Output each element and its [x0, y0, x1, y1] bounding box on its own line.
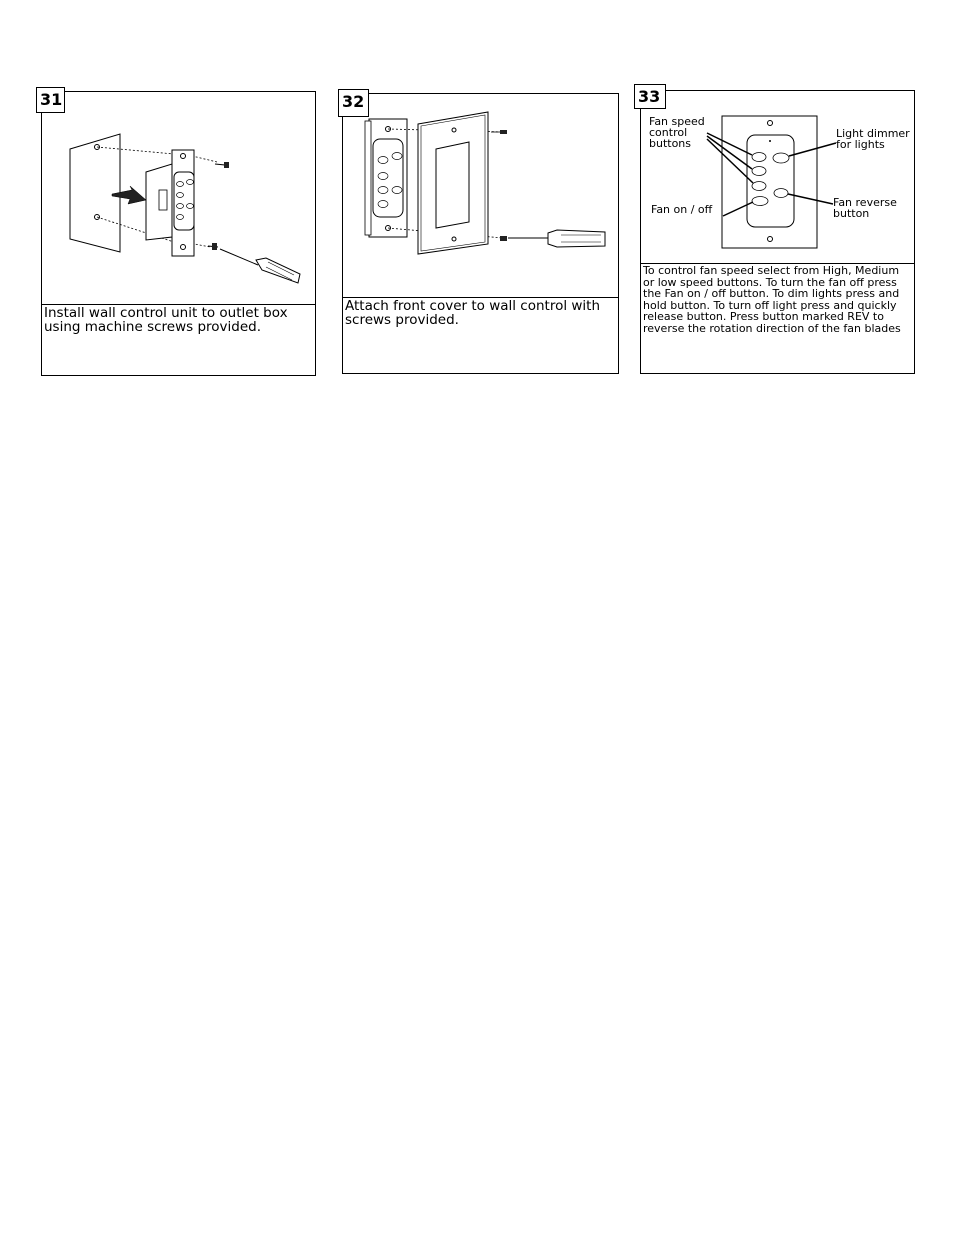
front-cover-attach-illustration [343, 94, 617, 298]
step-33-number: 33 [634, 84, 666, 109]
step-32-panel [342, 93, 619, 374]
light-dimmer-label: Light dimmer for lights [836, 127, 910, 151]
fan-speed-label: Fan speed control buttons [649, 115, 705, 150]
step-33-caption: To control fan speed select from High, Medium or low speed buttons. To turn the fan off press the Fan on / off button. To dim lights press and hold button. To turn off light press and quickly release button. Press button marked REV to reverse the rotation direction of the fan blades [641, 263, 914, 373]
fan-on-off-label: Fan on / off [651, 203, 713, 216]
step-32-number: 32 [338, 89, 369, 117]
wall-control-install-illustration [42, 92, 314, 304]
step-31-number: 31 [36, 87, 65, 113]
step-32-caption: Attach front cover to wall control with screws provided. [343, 297, 618, 373]
step-31-panel [41, 91, 316, 376]
step-31-caption: Install wall control unit to outlet box using machine screws provided. [42, 304, 315, 375]
fan-reverse-label: Fan reverse button [833, 196, 897, 220]
step-33-panel [640, 90, 915, 374]
